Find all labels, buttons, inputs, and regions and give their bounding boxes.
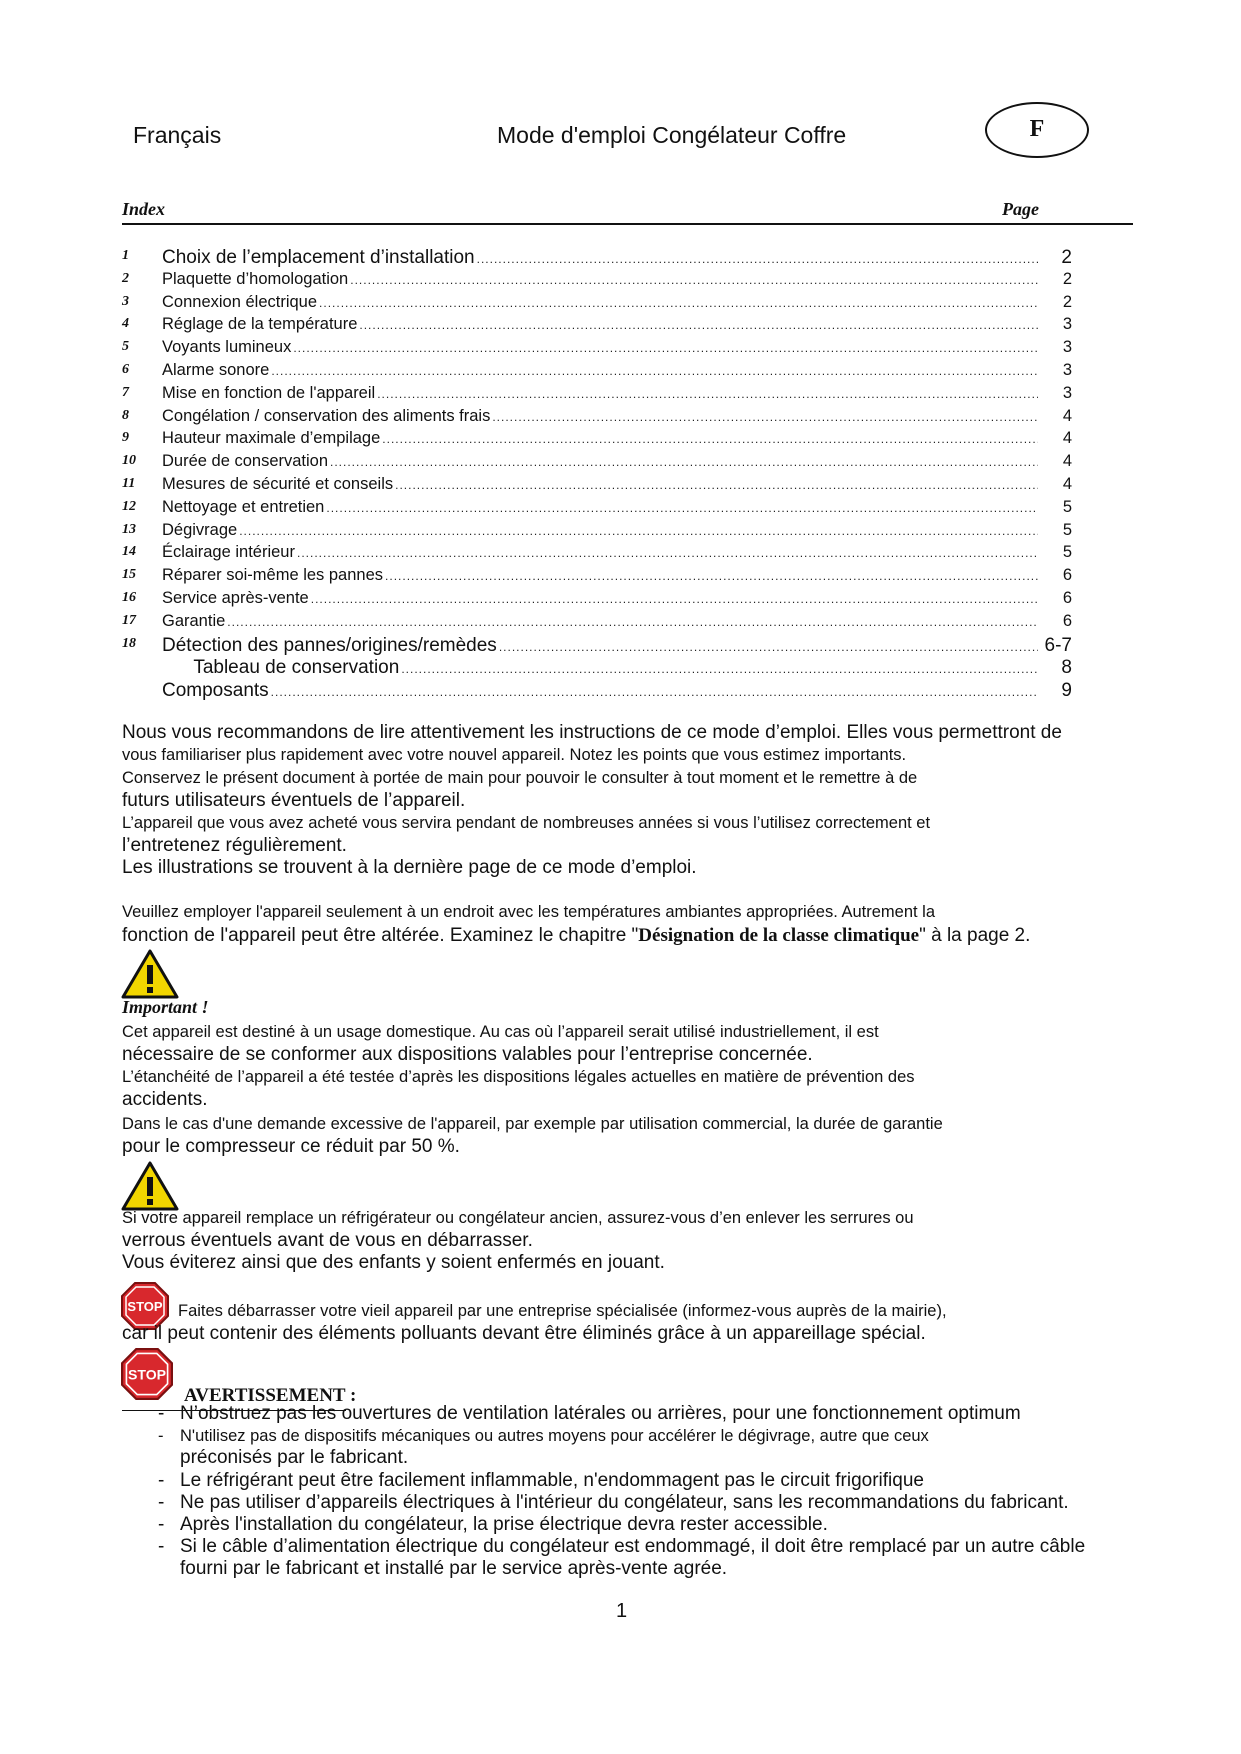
important-line: L’étanchéité de l’appareil a été testée d’après les dispositions légales actuelles en matière de prévention des — [122, 1068, 915, 1086]
toc-title: Alarme sonore — [162, 360, 270, 379]
toc-entry — [122, 384, 1072, 407]
toc-dots — [271, 364, 1038, 378]
toc-dots — [377, 387, 1038, 401]
toc-title: Choix de l’emplacement d’installation — [162, 247, 475, 268]
toc-leader-line — [162, 543, 1072, 562]
language-label: Français — [133, 122, 222, 148]
important-line: pour le compresseur ce réduit par 50 %. — [122, 1136, 460, 1157]
toc-number: 17 — [122, 612, 136, 628]
toc-leader-line — [162, 293, 1072, 312]
table-of-contents — [122, 247, 1072, 703]
toc-dots — [311, 592, 1038, 606]
toc-number: 16 — [122, 589, 136, 605]
toc-page: 2 — [1061, 247, 1072, 268]
toc-dots — [271, 685, 1038, 699]
bullet-text: préconisés par le fabricant. — [180, 1447, 409, 1468]
toc-title: Hauteur maximale d’empilage — [162, 429, 381, 448]
toc-number: 14 — [122, 544, 136, 560]
disposal-line: Faites débarrasser votre vieil appareil par une entreprise spécialisée (informez-vous auprès de la mairie), — [178, 1302, 947, 1320]
toc-dots — [227, 615, 1038, 629]
bullet-dash: - — [158, 1470, 165, 1491]
toc-number: 18 — [122, 635, 136, 651]
intro-line: futurs utilisateurs éventuels de l’appareil. — [122, 790, 466, 811]
toc-page: 3 — [1062, 338, 1072, 357]
toc-number: 1 — [122, 248, 129, 263]
important-line: Dans le cas d'une demande excessive de l'appareil, par exemple par utilisation commercial, la durée de garantie — [122, 1115, 943, 1133]
toc-title: Service après-vente — [162, 588, 309, 607]
important-line: nécessaire de se conformer aux dispositions valables pour l’entreprise concernée. — [122, 1044, 813, 1065]
intro-line: Veuillez employer l'appareil seulement à un endroit avec les températures ambiantes appropriées. Autrement la — [122, 903, 936, 921]
toc-dots — [395, 478, 1038, 492]
disposal-line: car il peut contenir des éléments polluants devant être éliminés grâce à un appareillage spécial. — [122, 1323, 926, 1344]
toc-page: 9 — [1061, 680, 1072, 702]
toc-dots — [492, 410, 1038, 424]
toc-number: 5 — [122, 339, 129, 355]
stop-sign-icon — [121, 1348, 173, 1400]
page-column-label: Page — [1002, 199, 1039, 219]
toc-title: Durée de conservation — [162, 452, 329, 471]
toc-leader-line — [162, 315, 1072, 334]
toc-title: Réparer soi-même les pannes — [162, 566, 384, 585]
toc-number: 13 — [122, 521, 136, 537]
toc-page: 6-7 — [1044, 634, 1072, 656]
bullet-text: fourni par le fabricant et installé par le service après-vente agrée. — [180, 1558, 728, 1579]
avertissement-title: AVERTISSEMENT : — [184, 1385, 357, 1406]
toc-leader-line — [162, 452, 1072, 471]
toc-entry — [122, 635, 1072, 658]
toc-title: Congélation / conservation des aliments frais — [162, 406, 491, 425]
toc-title: Mise en fonction de l'appareil — [162, 383, 376, 402]
bullet-text: Le réfrigérant peut être facilement inflammable, n'endommagent pas le circuit frigorifique — [180, 1470, 924, 1491]
toc-number: 2 — [122, 270, 129, 286]
intro-line: Conservez le présent document à portée de main pour pouvoir le consulter à tout moment et le remettre à de — [122, 769, 918, 787]
toc-title: Connexion électrique — [162, 292, 318, 311]
toc-entry — [122, 589, 1072, 612]
toc-page: 4 — [1062, 406, 1072, 425]
toc-entry — [122, 612, 1072, 635]
toc-entry — [122, 657, 1072, 680]
bullet-dash: - — [158, 1427, 164, 1445]
toc-leader-line — [162, 270, 1072, 289]
toc-dots — [385, 569, 1038, 583]
toc-title: Nettoyage et entretien — [162, 497, 325, 516]
toc-entry — [122, 338, 1072, 361]
toc-entry — [122, 521, 1072, 544]
toc-page: 8 — [1061, 657, 1072, 679]
toc-leader-line — [162, 521, 1072, 540]
toc-number: 9 — [122, 430, 129, 446]
toc-leader-line — [162, 612, 1072, 631]
toc-dots — [499, 640, 1038, 654]
toc-entry — [122, 566, 1072, 589]
important-line: accidents. — [122, 1089, 208, 1110]
old-appliance-line: Vous éviterez ainsi que des enfants y soient enfermés en jouant. — [122, 1252, 665, 1273]
bullet-dash: - — [158, 1403, 165, 1424]
toc-number: 8 — [122, 407, 129, 423]
important-label: Important ! — [122, 997, 209, 1017]
toc-page: 4 — [1062, 429, 1072, 448]
toc-number: 7 — [122, 384, 129, 400]
bullet-text: N'utilisez pas de dispositifs mécaniques ou autres moyens pour accélérer le dégivrage, autre que ceux — [180, 1427, 929, 1445]
toc-number: 12 — [122, 498, 136, 514]
bullet-dash: - — [158, 1492, 165, 1513]
toc-page: 2 — [1062, 292, 1072, 311]
toc-number: 3 — [122, 293, 129, 309]
toc-page: 4 — [1062, 474, 1072, 493]
toc-title: Mesures de sécurité et conseils — [162, 474, 394, 493]
toc-entry — [122, 247, 1072, 270]
toc-leader-line — [162, 338, 1072, 357]
toc-title: Éclairage intérieur — [162, 543, 295, 562]
toc-title: Garantie — [162, 611, 226, 630]
toc-title: Réglage de la température — [162, 315, 358, 334]
toc-leader-line — [162, 407, 1072, 426]
climate-text-c: " à la page 2. — [919, 925, 1031, 946]
toc-entry — [122, 475, 1072, 498]
toc-leader-line — [162, 635, 1072, 657]
toc-entry — [122, 407, 1072, 430]
toc-entry — [122, 543, 1072, 566]
document-title: Mode d'emploi Congélateur Coffre — [497, 122, 847, 148]
toc-page: 5 — [1062, 543, 1072, 562]
toc-page: 6 — [1062, 588, 1072, 607]
toc-dots — [401, 662, 1038, 676]
toc-leader-line — [162, 361, 1072, 380]
intro-line: L’appareil que vous avez acheté vous servira pendant de nombreuses années si vous l’utilisez correctement et — [122, 814, 931, 832]
bullet-text: Si le câble d’alimentation électrique du congélateur est endommagé, il doit être remplacé par un autre câble — [180, 1536, 1086, 1557]
intro-line: Nous vous recommandons de lire attentivement les instructions de ce mode d’emploi. Elles vous permettront de — [122, 722, 1062, 743]
toc-dots — [350, 273, 1038, 287]
toc-page: 3 — [1062, 383, 1072, 402]
bullet-dash: - — [158, 1514, 165, 1535]
toc-entry — [122, 361, 1072, 384]
warning-triangle-icon — [120, 948, 180, 1000]
toc-title: Plaquette d’homologation — [162, 269, 349, 288]
toc-dots — [359, 318, 1038, 332]
toc-dots — [297, 546, 1038, 560]
toc-dots — [330, 455, 1038, 469]
climate-class-reference — [122, 925, 1030, 947]
toc-page: 6 — [1062, 611, 1072, 630]
toc-leader-line — [162, 429, 1072, 448]
toc-dots — [293, 341, 1038, 355]
important-line: Cet appareil est destiné à un usage domestique. Au cas où l’appareil serait utilisé industriellement, il est — [122, 1023, 879, 1041]
toc-leader-line — [162, 247, 1072, 269]
toc-leader-line — [162, 498, 1072, 517]
toc-leader-line — [162, 566, 1072, 585]
toc-number: 4 — [122, 316, 129, 332]
toc-entry — [122, 680, 1072, 703]
intro-line: Les illustrations se trouvent à la dernière page de ce mode d’emploi. — [122, 857, 697, 878]
toc-leader-line — [162, 657, 1072, 679]
warning-triangle-icon — [120, 1160, 180, 1212]
toc-number: 15 — [122, 567, 136, 583]
climate-text-a: fonction de l'appareil peut être altérée. Examinez le chapitre " — [122, 925, 639, 946]
toc-page: 5 — [1062, 520, 1072, 539]
toc-title: Dégivrage — [162, 520, 238, 539]
toc-page: 3 — [1062, 360, 1072, 379]
toc-dots — [326, 501, 1038, 515]
stop-sign-text: STOP — [127, 1299, 163, 1314]
stop-sign-text: STOP — [127, 1366, 167, 1383]
bullet-dash: - — [158, 1536, 165, 1557]
toc-title: Voyants lumineux — [162, 338, 292, 357]
toc-entry — [122, 315, 1072, 338]
toc-leader-line — [162, 475, 1072, 494]
bullet-text: N’obstruez pas les ouvertures de ventilation latérales ou arrières, pour une fonctionnement optimum — [180, 1403, 1021, 1424]
toc-leader-line — [162, 589, 1072, 608]
old-appliance-line: Si votre appareil remplace un réfrigérateur ou congélateur ancien, assurez-vous d’en enlever les serrures ou — [122, 1209, 914, 1227]
toc-entry — [122, 293, 1072, 316]
toc-number: 6 — [122, 361, 129, 377]
toc-number: 11 — [122, 475, 136, 491]
page-number: 1 — [616, 1600, 628, 1622]
intro-line: l’entretenez régulièrement. — [122, 835, 347, 856]
toc-leader-line — [162, 680, 1072, 702]
toc-entry — [122, 498, 1072, 521]
toc-title: Détection des pannes/origines/remèdes — [162, 634, 497, 656]
toc-page: 3 — [1062, 315, 1072, 334]
toc-entry — [122, 429, 1072, 452]
index-label: Index — [122, 199, 166, 219]
toc-dots — [382, 432, 1038, 446]
toc-page: 4 — [1062, 452, 1072, 471]
toc-entry — [122, 452, 1072, 475]
toc-number: 10 — [122, 453, 136, 469]
language-badge: F — [985, 102, 1089, 158]
bullet-text: Après l'installation du congélateur, la prise électrique devra rester accessible. — [180, 1514, 828, 1535]
toc-leader-line — [162, 384, 1072, 403]
toc-page: 5 — [1062, 497, 1072, 516]
toc-dots — [239, 524, 1038, 538]
toc-page: 6 — [1062, 566, 1072, 585]
toc-title: Tableau de conservation — [162, 657, 400, 679]
toc-dots — [319, 296, 1038, 310]
toc-page: 2 — [1062, 269, 1072, 288]
index-header — [122, 198, 1133, 225]
old-appliance-line: verrous éventuels avant de vous en débarrasser. — [122, 1230, 533, 1251]
toc-dots — [477, 252, 1038, 266]
intro-line: vous familiariser plus rapidement avec votre nouvel appareil. Notez les points que vous estimez importants. — [122, 746, 907, 764]
bullet-text: Ne pas utiliser d’appareils électriques à l'intérieur du congélateur, sans les recommandations du fabricant. — [180, 1492, 1069, 1513]
toc-entry — [122, 270, 1072, 293]
climate-class-chapter: Désignation de la classe climatique — [638, 925, 920, 946]
toc-title: Composants — [162, 680, 269, 702]
